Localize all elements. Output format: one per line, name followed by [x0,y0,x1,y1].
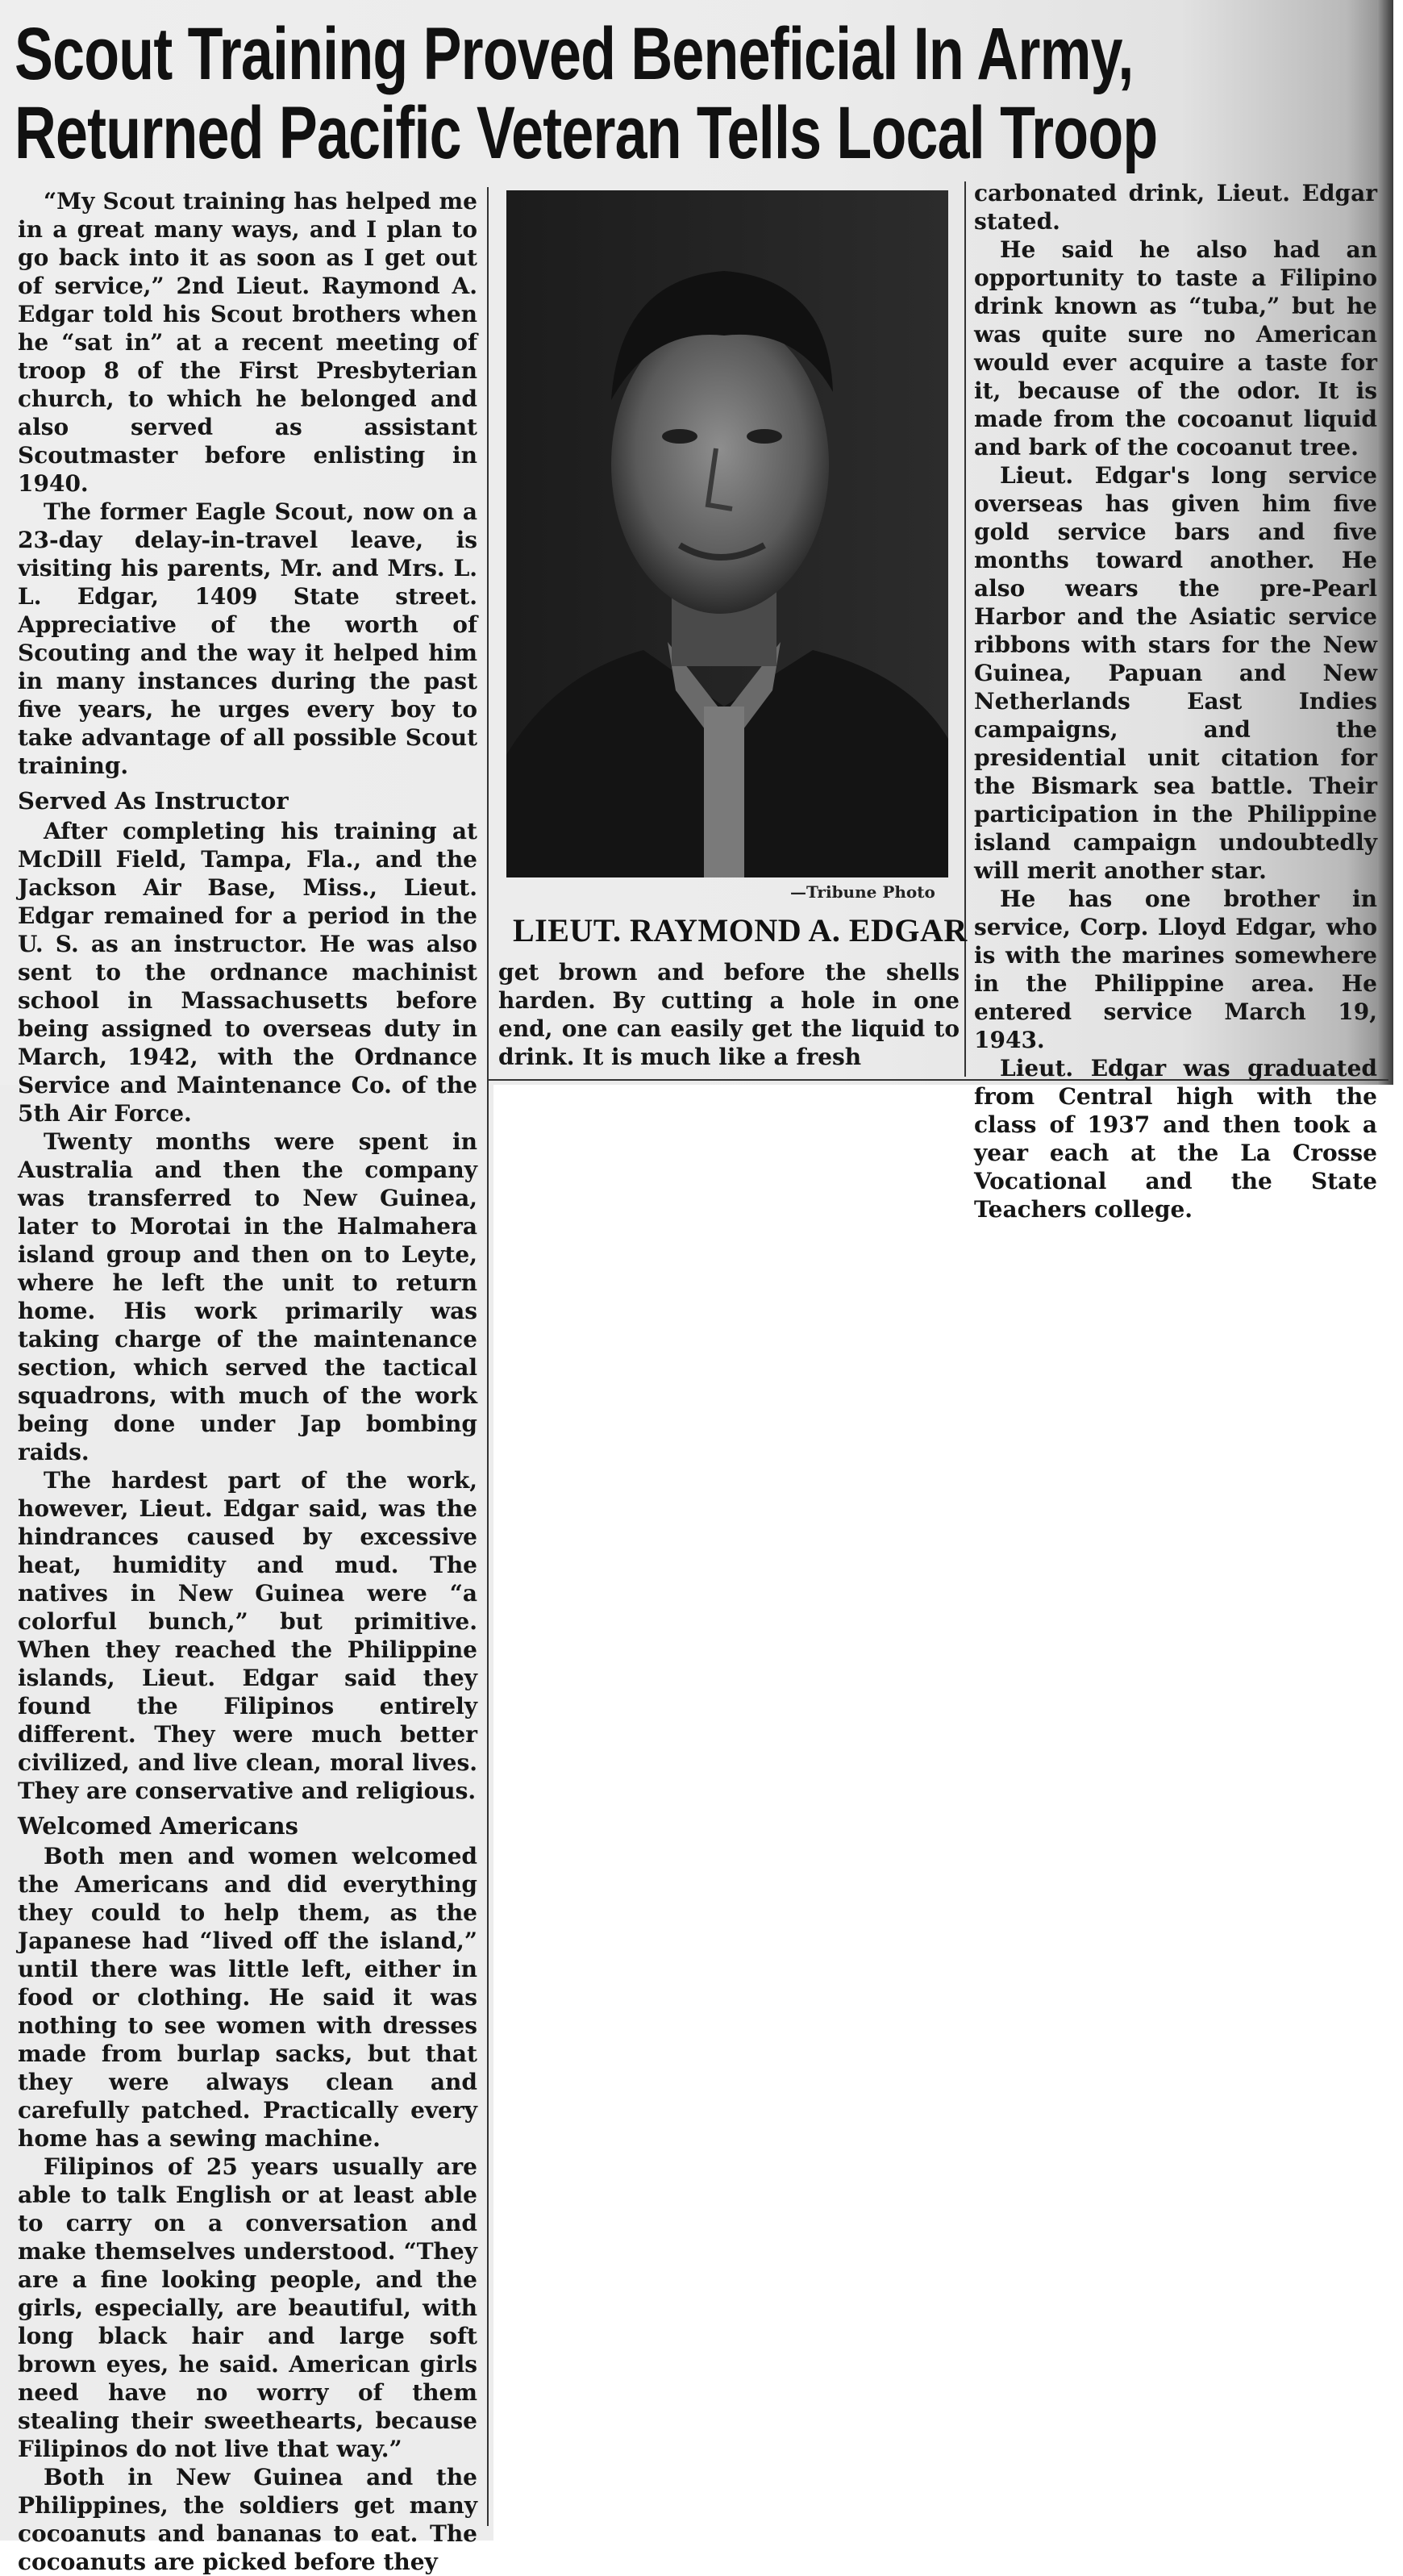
paragraph: The hardest part of the work, however, Lieut. Edgar said, was the hindrances caused by excessive heat, humidity and mud. The natives in New Guinea were “a colorful bunch,” but primitive. When they reached the Philippine islands, Lieut. Edgar said they found the Filipinos entirely different. They were much better civilized, and live clean, moral lives. They are conservative and religious. [18,1467,477,1804]
paragraph: get brown and before the shells harden. By cutting a hole in one end, one can easily get the liquid to drink. It is much like a fresh [498,959,960,1070]
paragraph: Lieut. Edgar's long service overseas has given him five gold service bars and five months toward another. He also wears the pre-Pearl Harbor and the Asiatic service ribbons with stars for the New Guinea, Papuan and New Netherlands East Indies campaigns, and the presidential unit citation for the Bismark sea battle. Their participation in the Philippine island campaign undoubtedly will merit another star. [974,462,1377,884]
photo-credit: —Tribune Photo [790,882,935,902]
headline-line-2: Returned Pacific Veteran Tells Local Troop [15,92,1158,174]
subhead: Welcomed Americans [18,1812,298,1840]
portrait-photo [506,190,948,877]
paragraph: He said he also had an opportunity to taste a Filipino drink known as “tuba,” but he was quite sure no American would ever acquire a taste for it, because of the odor. It is made from the cocoanut liquid and bark of the cocoanut tree. [974,236,1377,461]
paragraph: carbonated drink, Lieut. Edgar stated. [974,180,1377,235]
photo-caption: LIEUT. RAYMOND A. EDGAR [513,912,968,948]
subhead: Served As Instructor [18,787,289,815]
paragraph: Twenty months were spent in Australia and then the company was transferred to New Guinea, later to Morotai in the Halmahera island group and then on to Leyte, where he left the unit to return home. His work primarily was taking charge of the maintenance section, which served the tactical squadrons, with much of the work being done under Jap bombing raids. [18,1128,477,1465]
column-rule-left [487,187,489,2526]
left-column [18,187,477,2576]
paragraph: Filipinos of 25 years usually are able to talk English or at least able to carry on a conversation and make themselves understood. “They are a fine looking people, and the girls, especially, are beautiful, with long black hair and large soft brown eyes, he said. American girls need have no worry of them stealing their sweethearts, because Filipinos do not live that way.” [18,2153,477,2462]
middle-column [498,958,960,1071]
headline-line-1: Scout Training Proved Beneficial In Army, [15,13,1134,95]
paragraph: Both men and women welcomed the Americans and did everything they could to help them, as the Japanese had “lived off the island,” until there was little left, either in food or clothing. He said it was nothing to see women with dresses made from burlap sacks, but that they were always clean and carefully patched. Practically every home has a sewing machine. [18,1843,477,2152]
paragraph: He has one brother in service, Corp. Lloyd Edgar, who is with the marines somewhere in the Philippine area. He entered service March 19, 1943. [974,886,1377,1053]
portrait-image [506,190,948,877]
paragraph: Both in New Guinea and the Philippines, the soldiers get many cocoanuts and bananas to eat. The cocoanuts are picked before they [18,2464,477,2575]
paragraph: “My Scout training has helped me in a great many ways, and I plan to go back into it as soon as I get out of service,” 2nd Lieut. Raymond A. Edgar told his Scout brothers when he “sat in” at a recent meeting of troop 8 of the First Presbyterian church, to which he belonged and also served as assistant Scoutmaster before enlisting in 1940. [18,188,477,497]
paragraph: After completing his training at McDill Field, Tampa, Fla., and the Jackson Air Base, Miss., Lieut. Edgar remained for a period in the U. S. as an instructor. He was also sent to the ordnance machinist school in Massachusetts before being assigned to overseas duty in March, 1942, with the Ordnance Service and Maintenance Co. of the 5th Air Force. [18,818,477,1127]
paragraph: The former Eagle Scout, now on a 23-day delay-in-travel leave, is visiting his parents, Mr. and Mrs. L. L. Edgar, 1409 State street. Appreciative of the worth of Scouting and the way it helped him in many instances during the past five years, he urges every boy to take advantage of all possible Scout training. [18,498,477,779]
paragraph: Lieut. Edgar was graduated from Central high with the class of 1937 and then took a year each at the La Crosse Vocational and the State Teachers college. [974,1055,1377,1223]
headline [15,15,1385,173]
right-column [974,179,1377,1223]
